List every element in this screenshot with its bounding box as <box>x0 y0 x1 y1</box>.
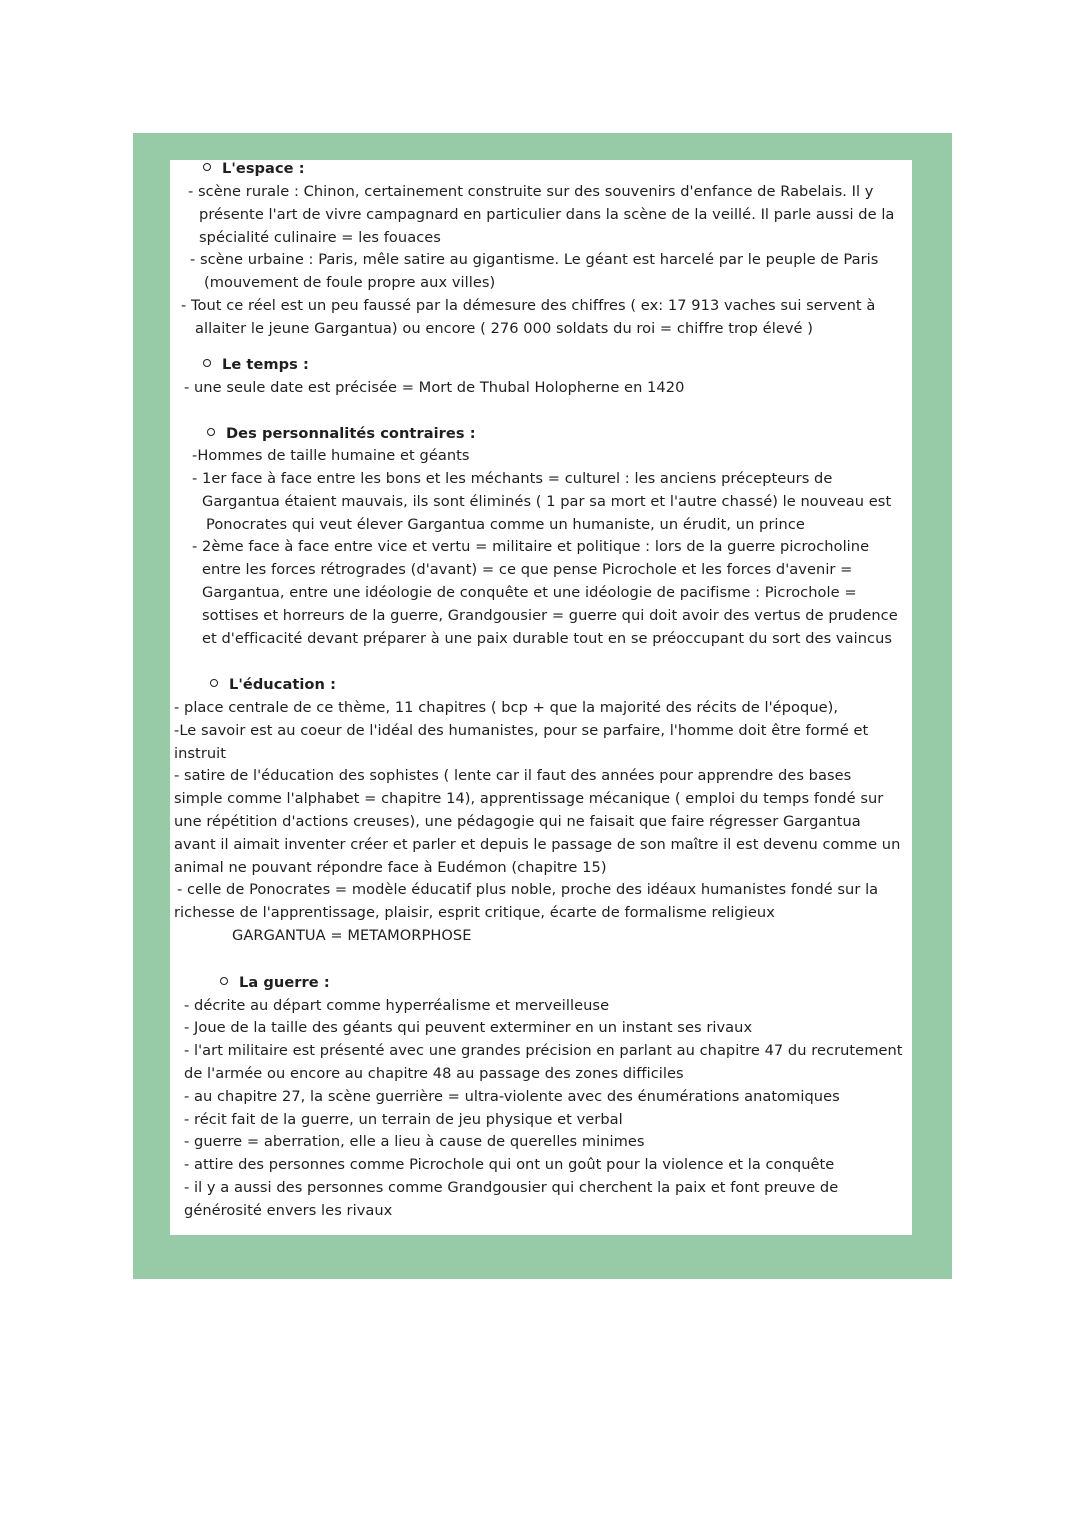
text-line: GARGANTUA = METAMORPHOSE <box>232 927 472 944</box>
heading-education: L'éducation : <box>210 675 336 695</box>
text-line: - satire de l'éducation des sophistes ( lente car il faut des années pour apprendre des bases <box>174 767 852 784</box>
text-line: - Tout ce réel est un peu faussé par la démesure des chiffres ( ex: 17 913 vaches sui servent à <box>181 297 876 314</box>
heading-temps: Le temps : <box>203 355 309 375</box>
text-line: - scène rurale : Chinon, certainement construite sur des souvenirs d'enfance de Rabelais. Il y <box>188 183 874 200</box>
text-line: une répétition d'actions creuses), une pédagogie qui ne faisait que faire régresser Gargantua <box>174 813 861 830</box>
text-line: - une seule date est précisée = Mort de Thubal Holopherne en 1420 <box>184 379 685 396</box>
text-line: Gargantua, entre une idéologie de conquête et une idéologie de pacifisme : Picrochole = <box>202 584 857 601</box>
text-line: - il y a aussi des personnes comme Grandgousier qui cherchent la paix et font preuve de <box>184 1179 839 1196</box>
text-line: richesse de l'apprentissage, plaisir, esprit critique, écarte de formalisme religieux <box>174 904 775 921</box>
text-line: - décrite au départ comme hyperréalisme et merveilleuse <box>184 997 610 1014</box>
text-line: - l'art militaire est présenté avec une grandes précision en parlant au chapitre 47 du recrutement <box>184 1042 903 1059</box>
text-line: - celle de Ponocrates = modèle éducatif plus noble, proche des idéaux humanistes fondé sur la <box>177 881 879 898</box>
heading-espace: L'espace : <box>203 159 305 179</box>
text-line: Gargantua étaient mauvais, ils sont éliminés ( 1 par sa mort et l'autre chassé) le nouveau est <box>202 493 892 510</box>
text-line: - Joue de la taille des géants qui peuvent exterminer en un instant ses rivaux <box>184 1019 753 1036</box>
circle-bullet-icon <box>210 679 218 687</box>
text-line: générosité envers les rivaux <box>184 1202 393 1219</box>
text-line: entre les forces rétrogrades (d'avant) = ce que pense Picrochole et les forces d'avenir = <box>202 561 853 578</box>
text-line: - 2ème face à face entre vice et vertu = militaire et politique : lors de la guerre picrocholine <box>192 538 870 555</box>
text-line: animal ne pouvant répondre face à Eudémon (chapitre 15) <box>174 859 607 876</box>
text-line: -Le savoir est au coeur de l'idéal des humanistes, pour se parfaire, l'homme doit être formé et <box>174 722 869 739</box>
circle-bullet-icon <box>220 977 228 985</box>
text-line: simple comme l'alphabet = chapitre 14), apprentissage mécanique ( emploi du temps fondé sur <box>174 790 884 807</box>
circle-bullet-icon <box>203 359 211 367</box>
text-line: présente l'art de vivre campagnard en particulier dans la scène de la veillé. Il parle aussi de la <box>199 206 895 223</box>
text-line: instruit <box>174 745 227 762</box>
text-line: - scène urbaine : Paris, mêle satire au gigantisme. Le géant est harcelé par le peuple de Paris <box>190 251 879 268</box>
text-line: - guerre = aberration, elle a lieu à cause de querelles minimes <box>184 1133 645 1150</box>
text-line: de l'armée ou encore au chapitre 48 au passage des zones difficiles <box>184 1065 684 1082</box>
heading-guerre: La guerre : <box>220 973 330 993</box>
circle-bullet-icon <box>203 163 211 171</box>
text-line: spécialité culinaire = les fouaces <box>199 229 441 246</box>
text-line: - récit fait de la guerre, un terrain de jeu physique et verbal <box>184 1111 623 1128</box>
text-line: sottises et horreurs de la guerre, Grandgousier = guerre qui doit avoir des vertus de prudence <box>202 607 898 624</box>
text-line: Ponocrates qui veut élever Gargantua comme un humaniste, un érudit, un prince <box>206 516 805 533</box>
text-line: -Hommes de taille humaine et géants <box>192 447 470 464</box>
heading-personnalites: Des personnalités contraires : <box>207 424 476 444</box>
text-line: (mouvement de foule propre aux villes) <box>204 274 496 291</box>
text-line: - 1er face à face entre les bons et les méchants = culturel : les anciens précepteurs de <box>192 470 833 487</box>
text-line: allaiter le jeune Gargantua) ou encore ( 276 000 soldats du roi = chiffre trop élevé ) <box>195 320 813 337</box>
text-line: - place centrale de ce thème, 11 chapitres ( bcp + que la majorité des récits de l'époque), <box>174 699 839 716</box>
text-line: - attire des personnes comme Picrochole qui ont un goût pour la violence et la conquête <box>184 1156 835 1173</box>
text-line: - au chapitre 27, la scène guerrière = ultra-violente avec des énumérations anatomiques <box>184 1088 840 1105</box>
circle-bullet-icon <box>207 428 215 436</box>
text-line: avant il aimait inventer créer et parler et depuis le passage de son maître il est devenu comme un <box>174 836 901 853</box>
text-line: et d'efficacité devant préparer à une paix durable tout en se préoccupant du sort des vaincus <box>202 630 893 647</box>
